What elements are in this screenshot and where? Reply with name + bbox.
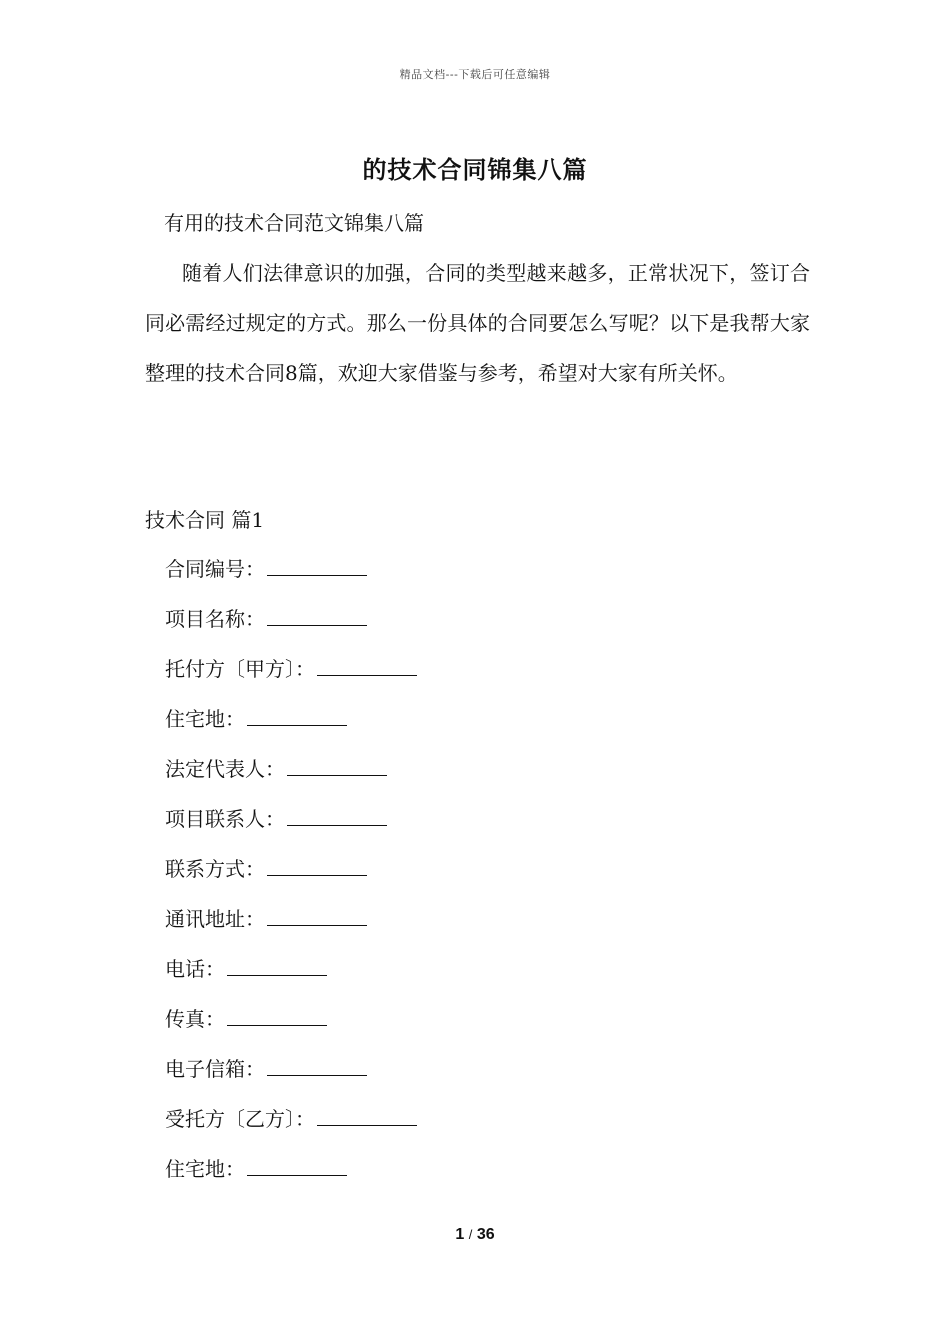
fill-in-blank [227,955,327,976]
field-legal-representative [165,753,417,803]
fill-in-blank [227,1005,327,1026]
page-separator: / [468,1227,473,1242]
document-subtitle: 有用的技术合同范文锦集八篇 [164,211,424,235]
field-label: 托付方〔甲方〕： [165,657,315,681]
fill-in-blank [267,1055,367,1076]
fill-in-blank [267,855,367,876]
field-label: 合同编号： [165,557,265,581]
section-heading: 技术合同 篇1 [145,508,265,532]
fill-in-blank [267,905,367,926]
field-contract-number [165,553,417,603]
page-number [0,1226,950,1244]
field-label: 住宅地： [165,1157,245,1181]
intro-paragraph: 随着人们法律意识的加强，合同的类型越来越多，正常状况下，签订合同必需经过规定的方式。那么一份具体的合同要怎么写呢？以下是我帮大家整理的技术合同8篇，欢迎大家借鉴与参考，希望对大家有所关怀。 [145,261,810,385]
field-label: 住宅地： [165,707,245,731]
field-label: 法定代表人： [165,757,285,781]
field-label: 项目联系人： [165,807,285,831]
field-label: 电子信箱： [165,1057,265,1081]
current-page: 1 [455,1226,465,1243]
document-title: 的技术合同锦集八篇 [362,155,588,184]
field-mailing-address [165,903,417,953]
field-party-b [165,1103,417,1153]
field-contact-method [165,853,417,903]
fill-in-blank [267,605,367,626]
field-phone [165,953,417,1003]
field-project-contact [165,803,417,853]
total-pages: 36 [476,1226,495,1243]
fill-in-blank [247,1155,347,1176]
field-party-b-address [165,1153,417,1203]
field-email [165,1053,417,1103]
fill-in-blank [317,655,417,676]
field-project-name [165,603,417,653]
fill-in-blank [287,805,387,826]
field-label: 通讯地址： [165,907,265,931]
field-label: 电话： [165,957,225,981]
fill-in-blank [247,705,347,726]
field-party-a-address [165,703,417,753]
field-label: 受托方〔乙方〕： [165,1107,315,1131]
contract-field-list [165,553,417,1203]
fill-in-blank [267,555,367,576]
field-fax [165,1003,417,1053]
fill-in-blank [287,755,387,776]
fill-in-blank [317,1105,417,1126]
field-party-a [165,653,417,703]
field-label: 传真： [165,1007,225,1031]
field-label: 项目名称： [165,607,265,631]
field-label: 联系方式： [165,857,265,881]
page-header: 精品文档---下载后可任意编辑 [399,68,551,81]
